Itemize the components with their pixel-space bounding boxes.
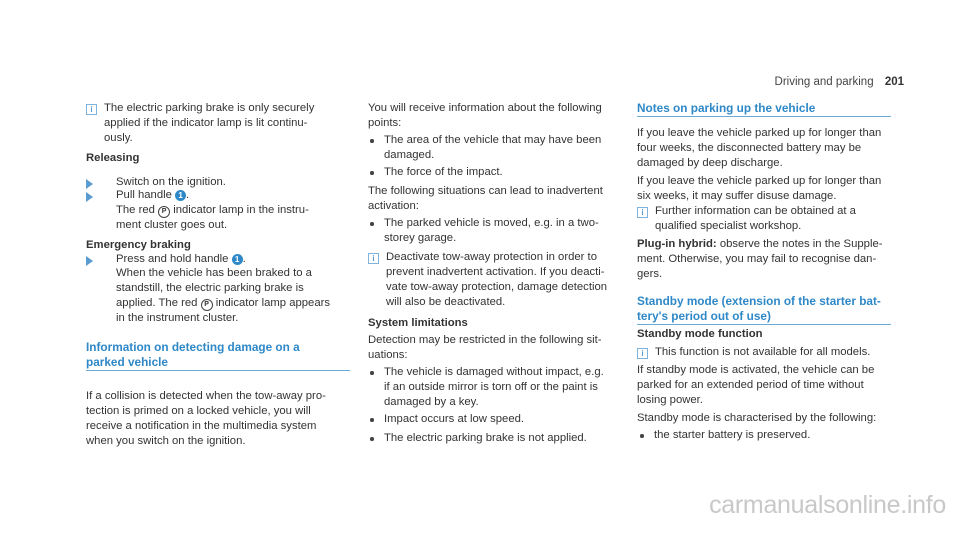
action-arrow-icon (86, 192, 93, 202)
releasing-heading: Releasing (86, 152, 140, 164)
handle-number-badge: 1 (232, 254, 243, 265)
bullet-line: Impact occurs at low speed. (384, 413, 525, 425)
bullet-line: the starter battery is preserved. (654, 429, 811, 441)
section-title (637, 101, 891, 117)
bullet-dot (370, 371, 374, 375)
bullet-line: The force of the impact. (384, 166, 503, 178)
bullet-line: damaged. (384, 149, 435, 161)
header-title: Driving and parking (774, 76, 874, 88)
bullet-line: The parked vehicle is moved, e.g. in a two- (384, 217, 599, 229)
step-text: . (242, 253, 246, 265)
action-arrow-icon (86, 256, 93, 266)
step-text: Press and hold handle (116, 253, 229, 265)
body-line: You will receive information about the following (368, 102, 602, 114)
plugin-hybrid-label: Plug-in hybrid: (637, 238, 717, 250)
body-line: receive a notification in the multimedia system (86, 420, 317, 432)
emergency-heading: Emergency braking (86, 239, 191, 251)
handle-number-badge: 1 (175, 190, 186, 201)
note-line: prevent inadvertent activation. If you deacti- (386, 266, 605, 278)
system-limitations-heading: System limitations (368, 317, 468, 329)
page-number: 201 (884, 76, 904, 88)
standby-function-heading: Standby mode function (637, 328, 763, 340)
step-text: Switch on the ignition. (116, 176, 226, 188)
section-title-line: Notes on parking up the vehicle (637, 101, 816, 115)
step-text: Pull handle (116, 189, 172, 201)
body-line: ment. Otherwise, you may fail to recognise dan- (637, 253, 877, 265)
bullet-line: The vehicle is damaged without impact, e.g. (384, 366, 604, 378)
bullet-dot (370, 222, 374, 226)
info-icon: i (637, 348, 648, 359)
section-title-line: tery's period out of use) (637, 308, 771, 323)
body-line: If you leave the vehicle parked up for longer than (637, 127, 882, 139)
body-text: observe the notes in the Supple- (716, 238, 883, 250)
body-line: four weeks, the disconnected battery may be (637, 142, 862, 154)
note-line: will also be deactivated. (386, 296, 506, 308)
body-line: uations: (368, 349, 408, 361)
note-line: Deactivate tow-away protection in order to (386, 251, 597, 263)
watermark: carmanualsonline.info (709, 491, 946, 519)
section-title (637, 294, 891, 325)
parking-brake-lamp-icon: P (201, 299, 213, 311)
step-text: The red (116, 204, 155, 216)
note-line: applied if the indicator lamp is lit continu- (104, 117, 308, 129)
section-title (86, 340, 350, 371)
body-line: Standby mode is characterised by the following: (637, 412, 877, 424)
step-text: indicator lamp appears (215, 297, 331, 309)
bullet-dot (640, 434, 644, 438)
step-text: applied. The red (116, 297, 198, 309)
note-line: vate tow-away protection, damage detection (386, 281, 608, 293)
body-line: The following situations can lead to inadvertent (368, 185, 603, 197)
step-text: . (186, 189, 190, 201)
body-line: six weeks, it may suffer disuse damage. (637, 190, 837, 202)
section-title-line: parked vehicle (86, 354, 168, 369)
section-title-line: Standby mode (extension of the starter bat- (637, 294, 881, 308)
step-line (116, 296, 330, 311)
body-line: activation: (368, 200, 419, 212)
info-icon: i (86, 104, 97, 115)
body-line: when you switch on the ignition. (86, 435, 246, 447)
body-line: If standby mode is activated, the vehicle can be (637, 364, 875, 376)
section-title-line: Information on detecting damage on a (86, 340, 300, 354)
step-text: When the vehicle has been braked to a (116, 267, 312, 279)
body-line: losing power. (637, 394, 703, 406)
bullet-dot (370, 437, 374, 441)
note-line: qualified specialist workshop. (655, 220, 802, 232)
bullet-dot (370, 139, 374, 143)
note-line: The electric parking brake is only securely (104, 102, 315, 114)
bullet-line: The electric parking brake is not applied. (384, 432, 587, 444)
page-header (775, 76, 904, 88)
step-text: ment cluster goes out. (116, 219, 228, 231)
bullet-dot (370, 418, 374, 422)
bullet-line: The area of the vehicle that may have been (384, 134, 602, 146)
step-text: standstill, the electric parking brake is (116, 282, 304, 294)
note-line: This function is not available for all models. (655, 346, 871, 358)
body-line: gers. (637, 268, 663, 280)
info-icon: i (368, 253, 379, 264)
body-line: points: (368, 117, 402, 129)
bullet-dot (370, 171, 374, 175)
body-line (637, 237, 883, 252)
step-text: indicator lamp in the instru- (173, 204, 309, 216)
note-line: Further information can be obtained at a (655, 205, 856, 217)
parking-brake-lamp-icon: P (158, 206, 170, 218)
action-arrow-icon (86, 179, 93, 189)
bullet-line: if an outside mirror is torn off or the paint is (384, 381, 598, 393)
body-line: tection is primed on a locked vehicle, you will (86, 405, 311, 417)
note-line: ously. (104, 132, 133, 144)
step-line (116, 252, 246, 267)
bullet-line: damaged by a key. (384, 396, 479, 408)
body-line: If a collision is detected when the tow-away pro- (86, 390, 326, 402)
bullet-line: storey garage. (384, 232, 457, 244)
step-line (116, 188, 189, 203)
info-icon: i (637, 207, 648, 218)
body-line: parked for an extended period of time without (637, 379, 864, 391)
body-line: If you leave the vehicle parked up for longer than (637, 175, 882, 187)
step-text: in the instrument cluster. (116, 312, 239, 324)
body-line: Detection may be restricted in the following sit- (368, 334, 602, 346)
step-line (116, 203, 309, 218)
body-line: damaged by deep discharge. (637, 157, 783, 169)
